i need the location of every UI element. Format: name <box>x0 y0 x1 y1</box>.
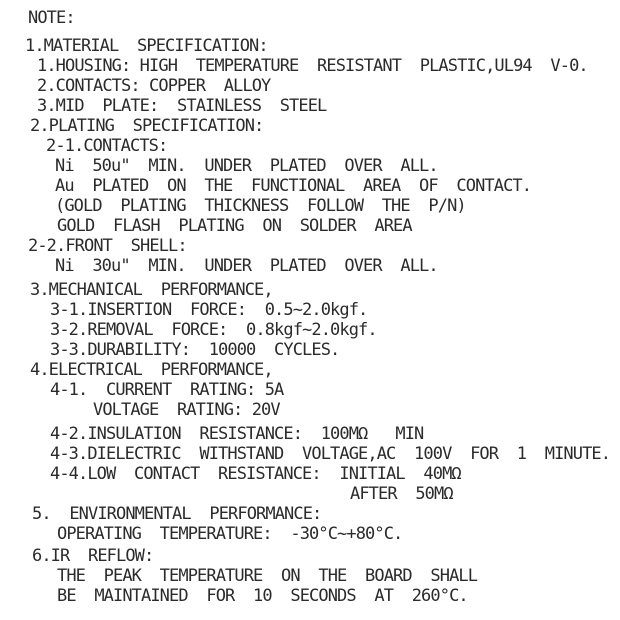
insertion-force-line: 3-1.INSERTION FORCE: 0.5~2.0kgf. <box>50 300 368 320</box>
environmental-heading: 5. ENVIRONMENTAL PERFORMANCE: <box>32 504 322 524</box>
plating-spec-heading: 2.PLATING SPECIFICATION: <box>30 116 264 136</box>
voltage-rating-line: VOLTAGE RATING: 20V <box>93 400 280 420</box>
plating-ni-underplate-line: Ni 50u" MIN. UNDER PLATED OVER ALL. <box>55 156 438 176</box>
note-title: NOTE: <box>28 8 75 28</box>
contact-resistance-initial-line: 4-4.LOW CONTACT RESISTANCE: INITIAL 40MΩ <box>50 464 461 484</box>
ir-reflow-heading: 6.IR REFLOW: <box>32 546 154 566</box>
plating-gold-flash-line: GOLD FLASH PLATING ON SOLDER AREA <box>57 216 412 236</box>
contact-resistance-after-line: AFTER 50MΩ <box>350 484 453 504</box>
peak-temperature-line-1: THE PEAK TEMPERATURE ON THE BOARD SHALL <box>57 566 478 586</box>
electrical-heading: 4.ELECTRICAL PERFORMANCE, <box>30 360 273 380</box>
operating-temperature-line: OPERATING TEMPERATURE: -30°C~+80°C. <box>57 524 403 544</box>
plating-front-shell-subheading: 2-2.FRONT SHELL: <box>28 236 187 256</box>
material-contacts-line: 2.CONTACTS: COPPER ALLOY <box>37 76 271 96</box>
plating-au-functional-line: Au PLATED ON THE FUNCTIONAL AREA OF CONTACT. <box>55 176 532 196</box>
material-mid-plate-line: 3.MID PLATE: STAINLESS STEEL <box>37 96 327 116</box>
plating-contacts-subheading: 2-1.CONTACTS: <box>46 136 168 156</box>
material-spec-heading: 1.MATERIAL SPECIFICATION: <box>25 36 268 56</box>
mechanical-heading: 3.MECHANICAL PERFORMANCE, <box>30 280 273 300</box>
material-housing-line: 1.HOUSING: HIGH TEMPERATURE RESISTANT PLASTIC,UL94 V-0. <box>37 56 588 76</box>
removal-force-line: 3-2.REMOVAL FORCE: 0.8kgf~2.0kgf. <box>50 320 377 340</box>
durability-line: 3-3.DURABILITY: 10000 CYCLES. <box>50 340 340 360</box>
peak-temperature-line-2: BE MAINTAINED FOR 10 SECONDS AT 260°C. <box>57 586 468 606</box>
insulation-resistance-line: 4-2.INSULATION RESISTANCE: 100MΩ MIN <box>50 424 424 444</box>
plating-front-shell-ni-line: Ni 30u" MIN. UNDER PLATED OVER ALL. <box>55 256 438 276</box>
plating-gold-thickness-line: (GOLD PLATING THICKNESS FOLLOW THE P/N) <box>55 196 466 216</box>
current-rating-line: 4-1. CURRENT RATING: 5A <box>50 380 284 400</box>
dielectric-withstand-line: 4-3.DIELECTRIC WITHSTAND VOLTAGE,AC 100V FOR 1 MINUTE. <box>50 444 611 464</box>
